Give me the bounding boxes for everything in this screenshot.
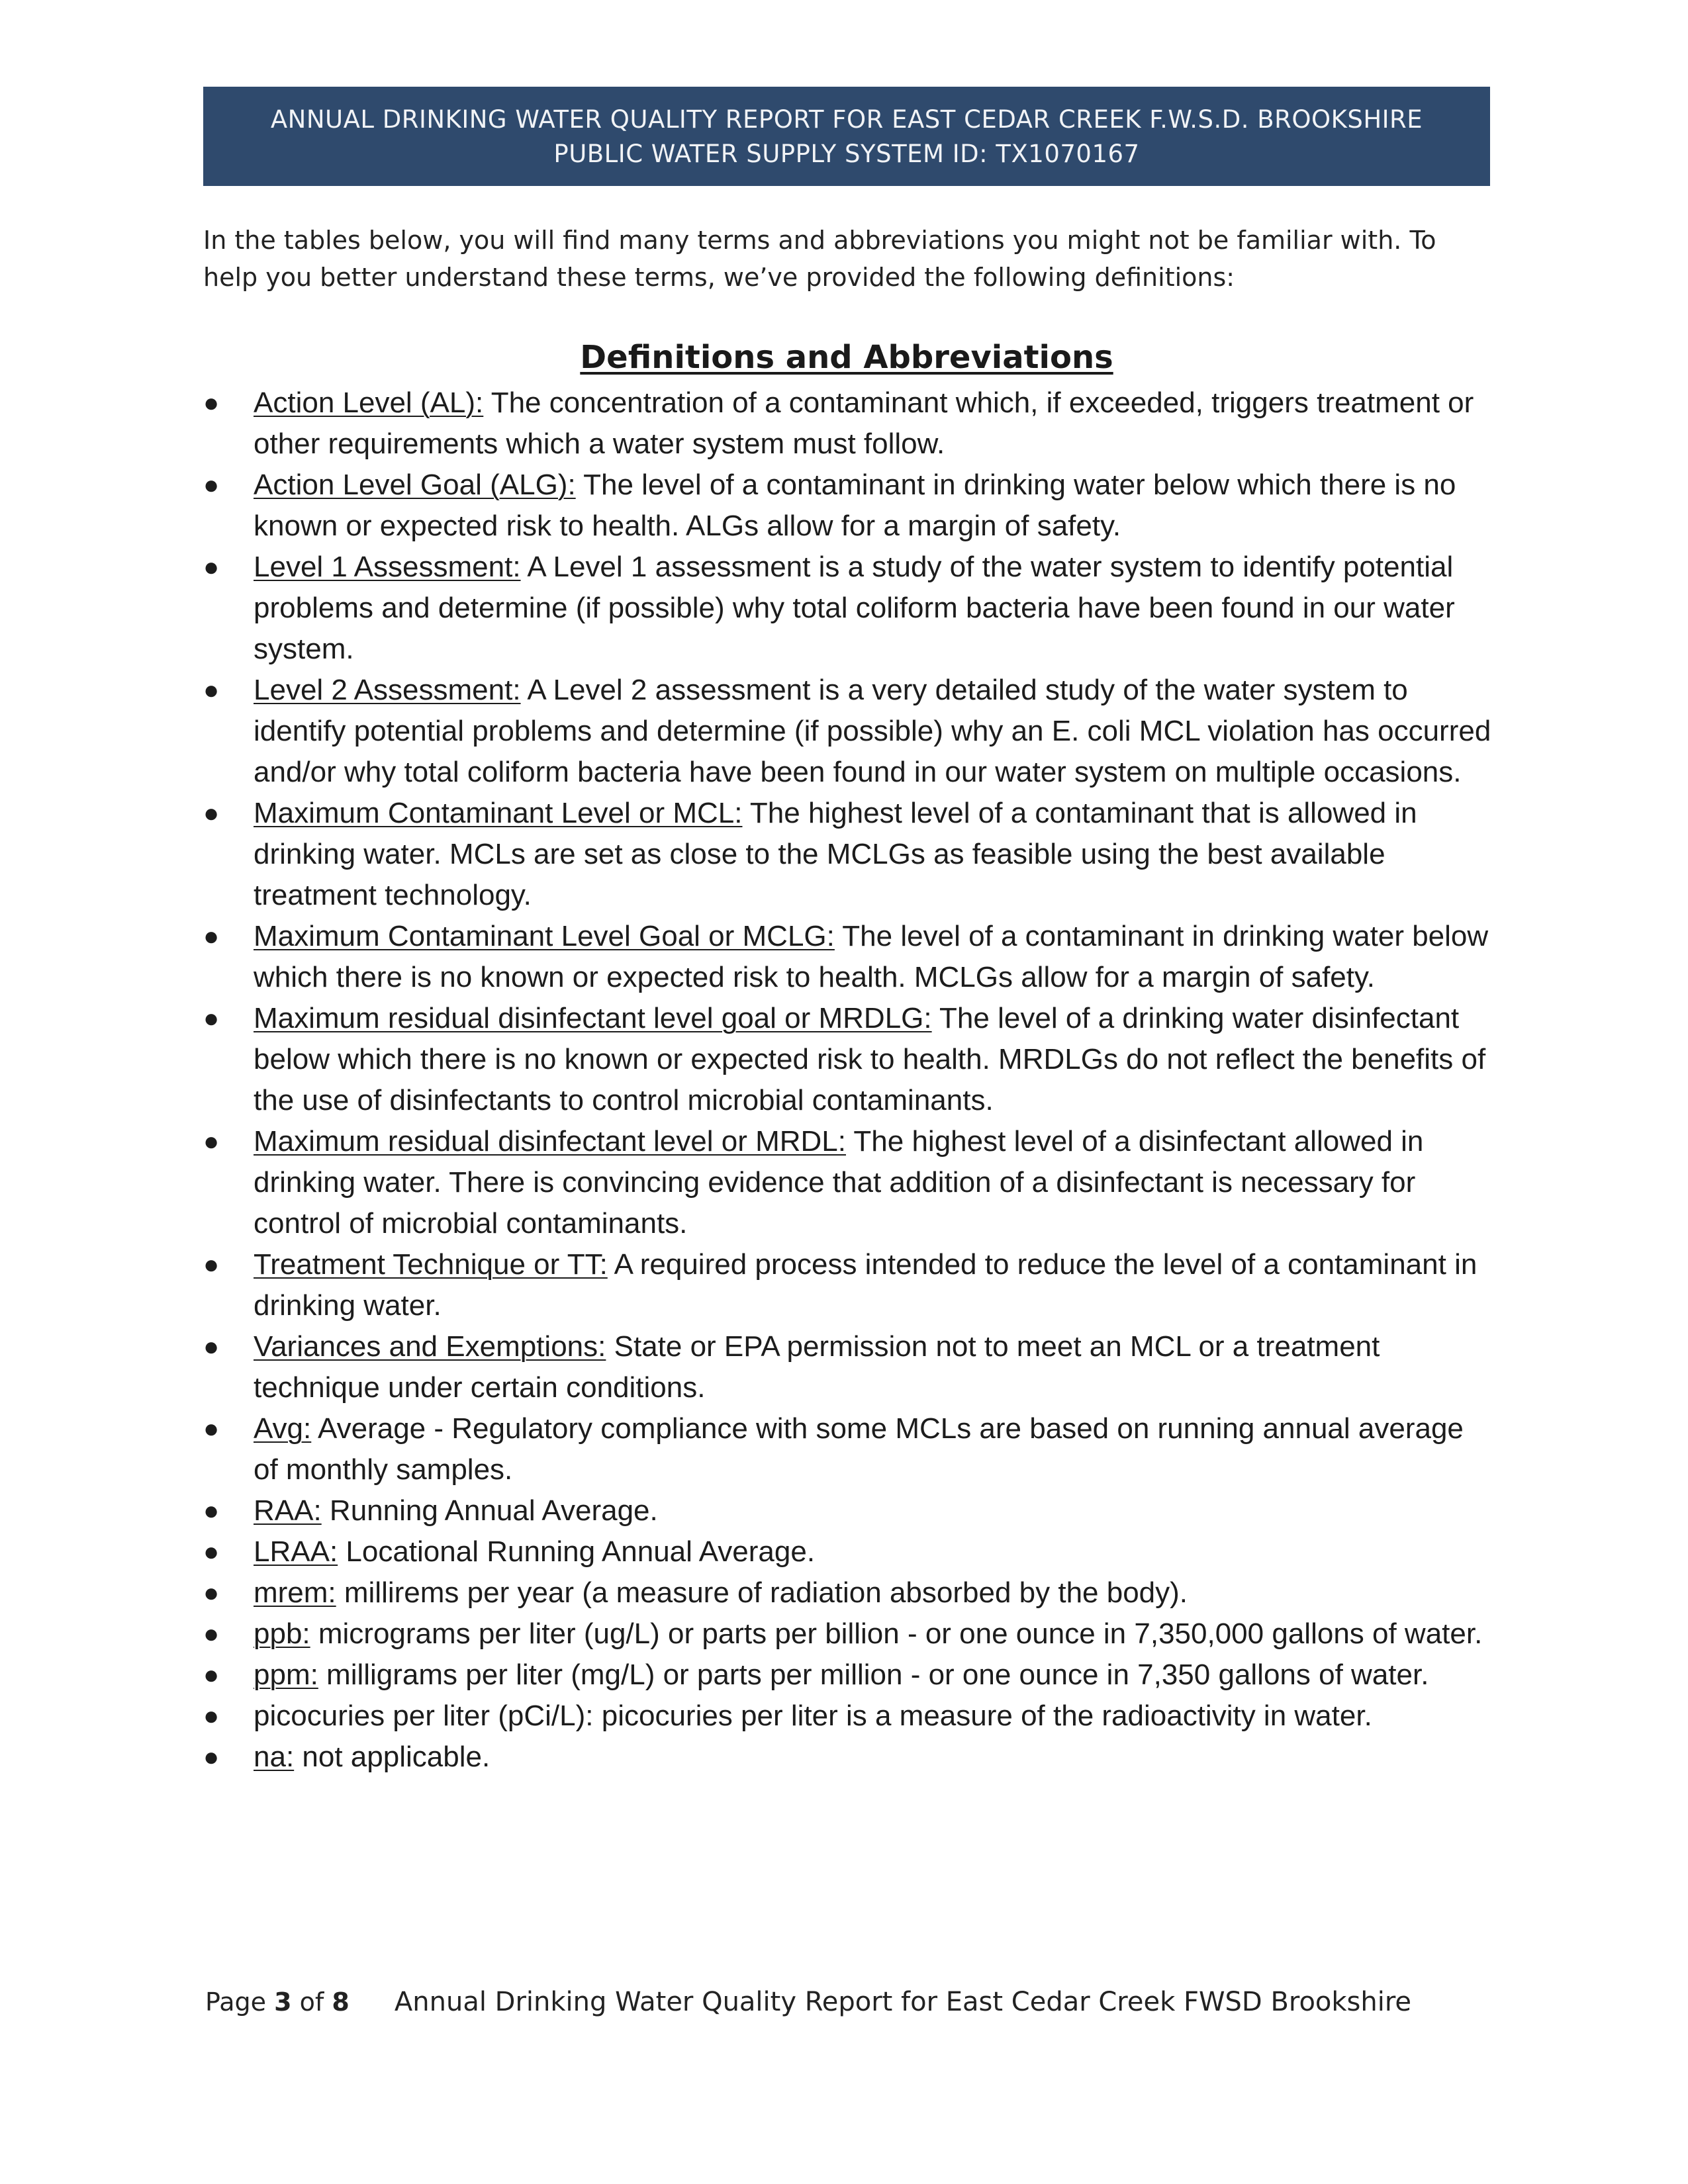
bullet-icon: ●	[203, 1537, 220, 1567]
definition-text: State or EPA permission not to meet an MCL or a treatment technique under certain conditions.	[254, 1330, 1380, 1404]
section-heading: Definitions and Abbreviations	[580, 339, 1113, 376]
definition-item-mrdlg	[203, 998, 1494, 1121]
definition-text: Running Annual Average.	[321, 1494, 658, 1527]
definition-text: micrograms per liter (ug/L) or parts per billion - or one ounce in 7,350,000 gallons of water.	[310, 1617, 1483, 1650]
definitions-list	[203, 383, 1494, 1778]
definition-term: Variances and Exemptions:	[254, 1330, 606, 1363]
definition-term: Avg:	[254, 1412, 312, 1445]
definition-item-raa	[203, 1490, 1494, 1531]
bullet-icon: ●	[203, 1496, 220, 1525]
bullet-icon: ●	[203, 553, 220, 582]
definition-text: The highest level of a contaminant that is allowed in drinking water. MCLs are set as close to the MCLGs as feasible using the best available treatment technology.	[254, 797, 1417, 911]
page-of: of	[299, 1987, 324, 2017]
definition-text: milligrams per liter (mg/L) or parts per million - or one ounce in 7,350 gallons of water.	[318, 1659, 1429, 1691]
definition-term: Level 1 Assessment:	[254, 551, 521, 583]
definition-item-mrdl	[203, 1121, 1494, 1244]
definition-item-avg	[203, 1408, 1494, 1490]
definition-term: na:	[254, 1741, 295, 1773]
footer-title: Annual Drinking Water Quality Report for East Cedar Creek FWSD Brookshire	[394, 1987, 1412, 2017]
definition-text: Locational Running Annual Average.	[338, 1535, 816, 1568]
definition-term: ppb:	[254, 1617, 310, 1650]
definition-item-level-2-assessment	[203, 670, 1494, 793]
definition-term: ppm:	[254, 1659, 318, 1691]
bullet-icon: ●	[203, 799, 220, 828]
definition-term: Treatment Technique or TT:	[254, 1248, 608, 1281]
intro-paragraph: In the tables below, you will find many terms and abbreviations you might not be familiar with. To help you better understand these terms, we’ve provided the following definitions:	[203, 226, 1436, 292]
definition-term: Action Level Goal (ALG):	[254, 469, 576, 501]
page-current: 3	[274, 1987, 292, 2017]
definition-text: The concentration of a contaminant which, if exceeded, triggers treatment or other requirements which a water system must follow.	[254, 387, 1474, 460]
definition-text: picocuries per liter (pCi/L): picocuries per liter is a measure of the radioactivity in water.	[254, 1700, 1372, 1732]
definition-item-mcl	[203, 793, 1494, 916]
bullet-icon: ●	[203, 1743, 220, 1772]
bullet-icon: ●	[203, 676, 220, 705]
definition-text: not applicable.	[294, 1741, 491, 1773]
definition-item-ppm	[203, 1655, 1494, 1696]
definition-term: mrem:	[254, 1576, 336, 1609]
definition-item-picocuries	[203, 1696, 1494, 1737]
definition-item-mclg	[203, 916, 1494, 998]
definition-item-action-level-goal	[203, 465, 1494, 547]
definition-item-mrem	[203, 1572, 1494, 1614]
definition-term: Action Level (AL):	[254, 387, 484, 419]
bullet-icon: ●	[203, 1578, 220, 1608]
bullet-icon: ●	[203, 1619, 220, 1649]
definition-item-treatment-technique	[203, 1244, 1494, 1326]
definition-text: The level of a contaminant in drinking water below which there is no known or expected risk to health. MCLGs allow for a margin of safety.	[254, 920, 1489, 993]
header-title-line-2: PUBLIC WATER SUPPLY SYSTEM ID: TX1070167	[553, 140, 1140, 168]
page-footer	[205, 1982, 1489, 2022]
definition-text: The level of a drinking water disinfectant below which there is no known or expected risk to health. MRDLGs do not reflect the benefits of the use of disinfectants to control microbial contaminants.	[254, 1002, 1486, 1116]
page-total: 8	[332, 1987, 350, 2017]
definition-term: RAA:	[254, 1494, 322, 1527]
definition-text: A Level 1 assessment is a study of the water system to identify potential problems and determine (if possible) why total coliform bacteria have been found in our water system.	[254, 551, 1455, 665]
bullet-icon: ●	[203, 1004, 220, 1033]
bullet-icon: ●	[203, 922, 220, 951]
definition-text: The highest level of a disinfectant allowed in drinking water. There is convincing evidence that addition of a disinfectant is necessary for control of microbial contaminants.	[254, 1125, 1424, 1240]
definition-item-na	[203, 1737, 1494, 1778]
definition-item-variances-exemptions	[203, 1326, 1494, 1408]
definition-item-action-level	[203, 383, 1494, 465]
page-label: Page	[205, 1987, 266, 2017]
definition-term: Level 2 Assessment:	[254, 674, 521, 706]
definition-text: The level of a contaminant in drinking water below which there is no known or expected risk to health. ALGs allow for a margin of safety.	[254, 469, 1456, 542]
bullet-icon: ●	[203, 471, 220, 500]
bullet-icon: ●	[203, 1250, 220, 1279]
bullet-icon: ●	[203, 1127, 220, 1156]
definition-term: Maximum Contaminant Level Goal or MCLG:	[254, 920, 835, 952]
header-title-line-1: ANNUAL DRINKING WATER QUALITY REPORT FOR EAST CEDAR CREEK F.W.S.D. BROOKSHIRE	[270, 105, 1423, 134]
bullet-icon: ●	[203, 1414, 220, 1443]
definition-item-ppb	[203, 1614, 1494, 1655]
definition-item-level-1-assessment	[203, 547, 1494, 670]
definition-item-lraa	[203, 1531, 1494, 1572]
bullet-icon: ●	[203, 1661, 220, 1690]
bullet-icon: ●	[203, 388, 220, 418]
definition-text: A required process intended to reduce the level of a contaminant in drinking water.	[254, 1248, 1477, 1322]
definition-term: Maximum residual disinfectant level goal or MRDLG:	[254, 1002, 932, 1034]
bullet-icon: ●	[203, 1702, 220, 1731]
definition-text: A Level 2 assessment is a very detailed study of the water system to identify potential problems and determine (if possible) why an E. coli MCL violation has occurred and/or why total coliform bacteria have been found in our water system on multiple occasions.	[254, 674, 1491, 788]
bullet-icon: ●	[203, 1332, 220, 1361]
definition-term: LRAA:	[254, 1535, 338, 1568]
definition-term: Maximum residual disinfectant level or MRDL:	[254, 1125, 846, 1158]
definition-text: millirems per year (a measure of radiation absorbed by the body).	[336, 1576, 1188, 1609]
definition-text: Average - Regulatory compliance with some MCLs are based on running annual average of monthly samples.	[254, 1412, 1464, 1486]
definition-term: Maximum Contaminant Level or MCL:	[254, 797, 743, 829]
report-header-banner	[203, 87, 1490, 186]
